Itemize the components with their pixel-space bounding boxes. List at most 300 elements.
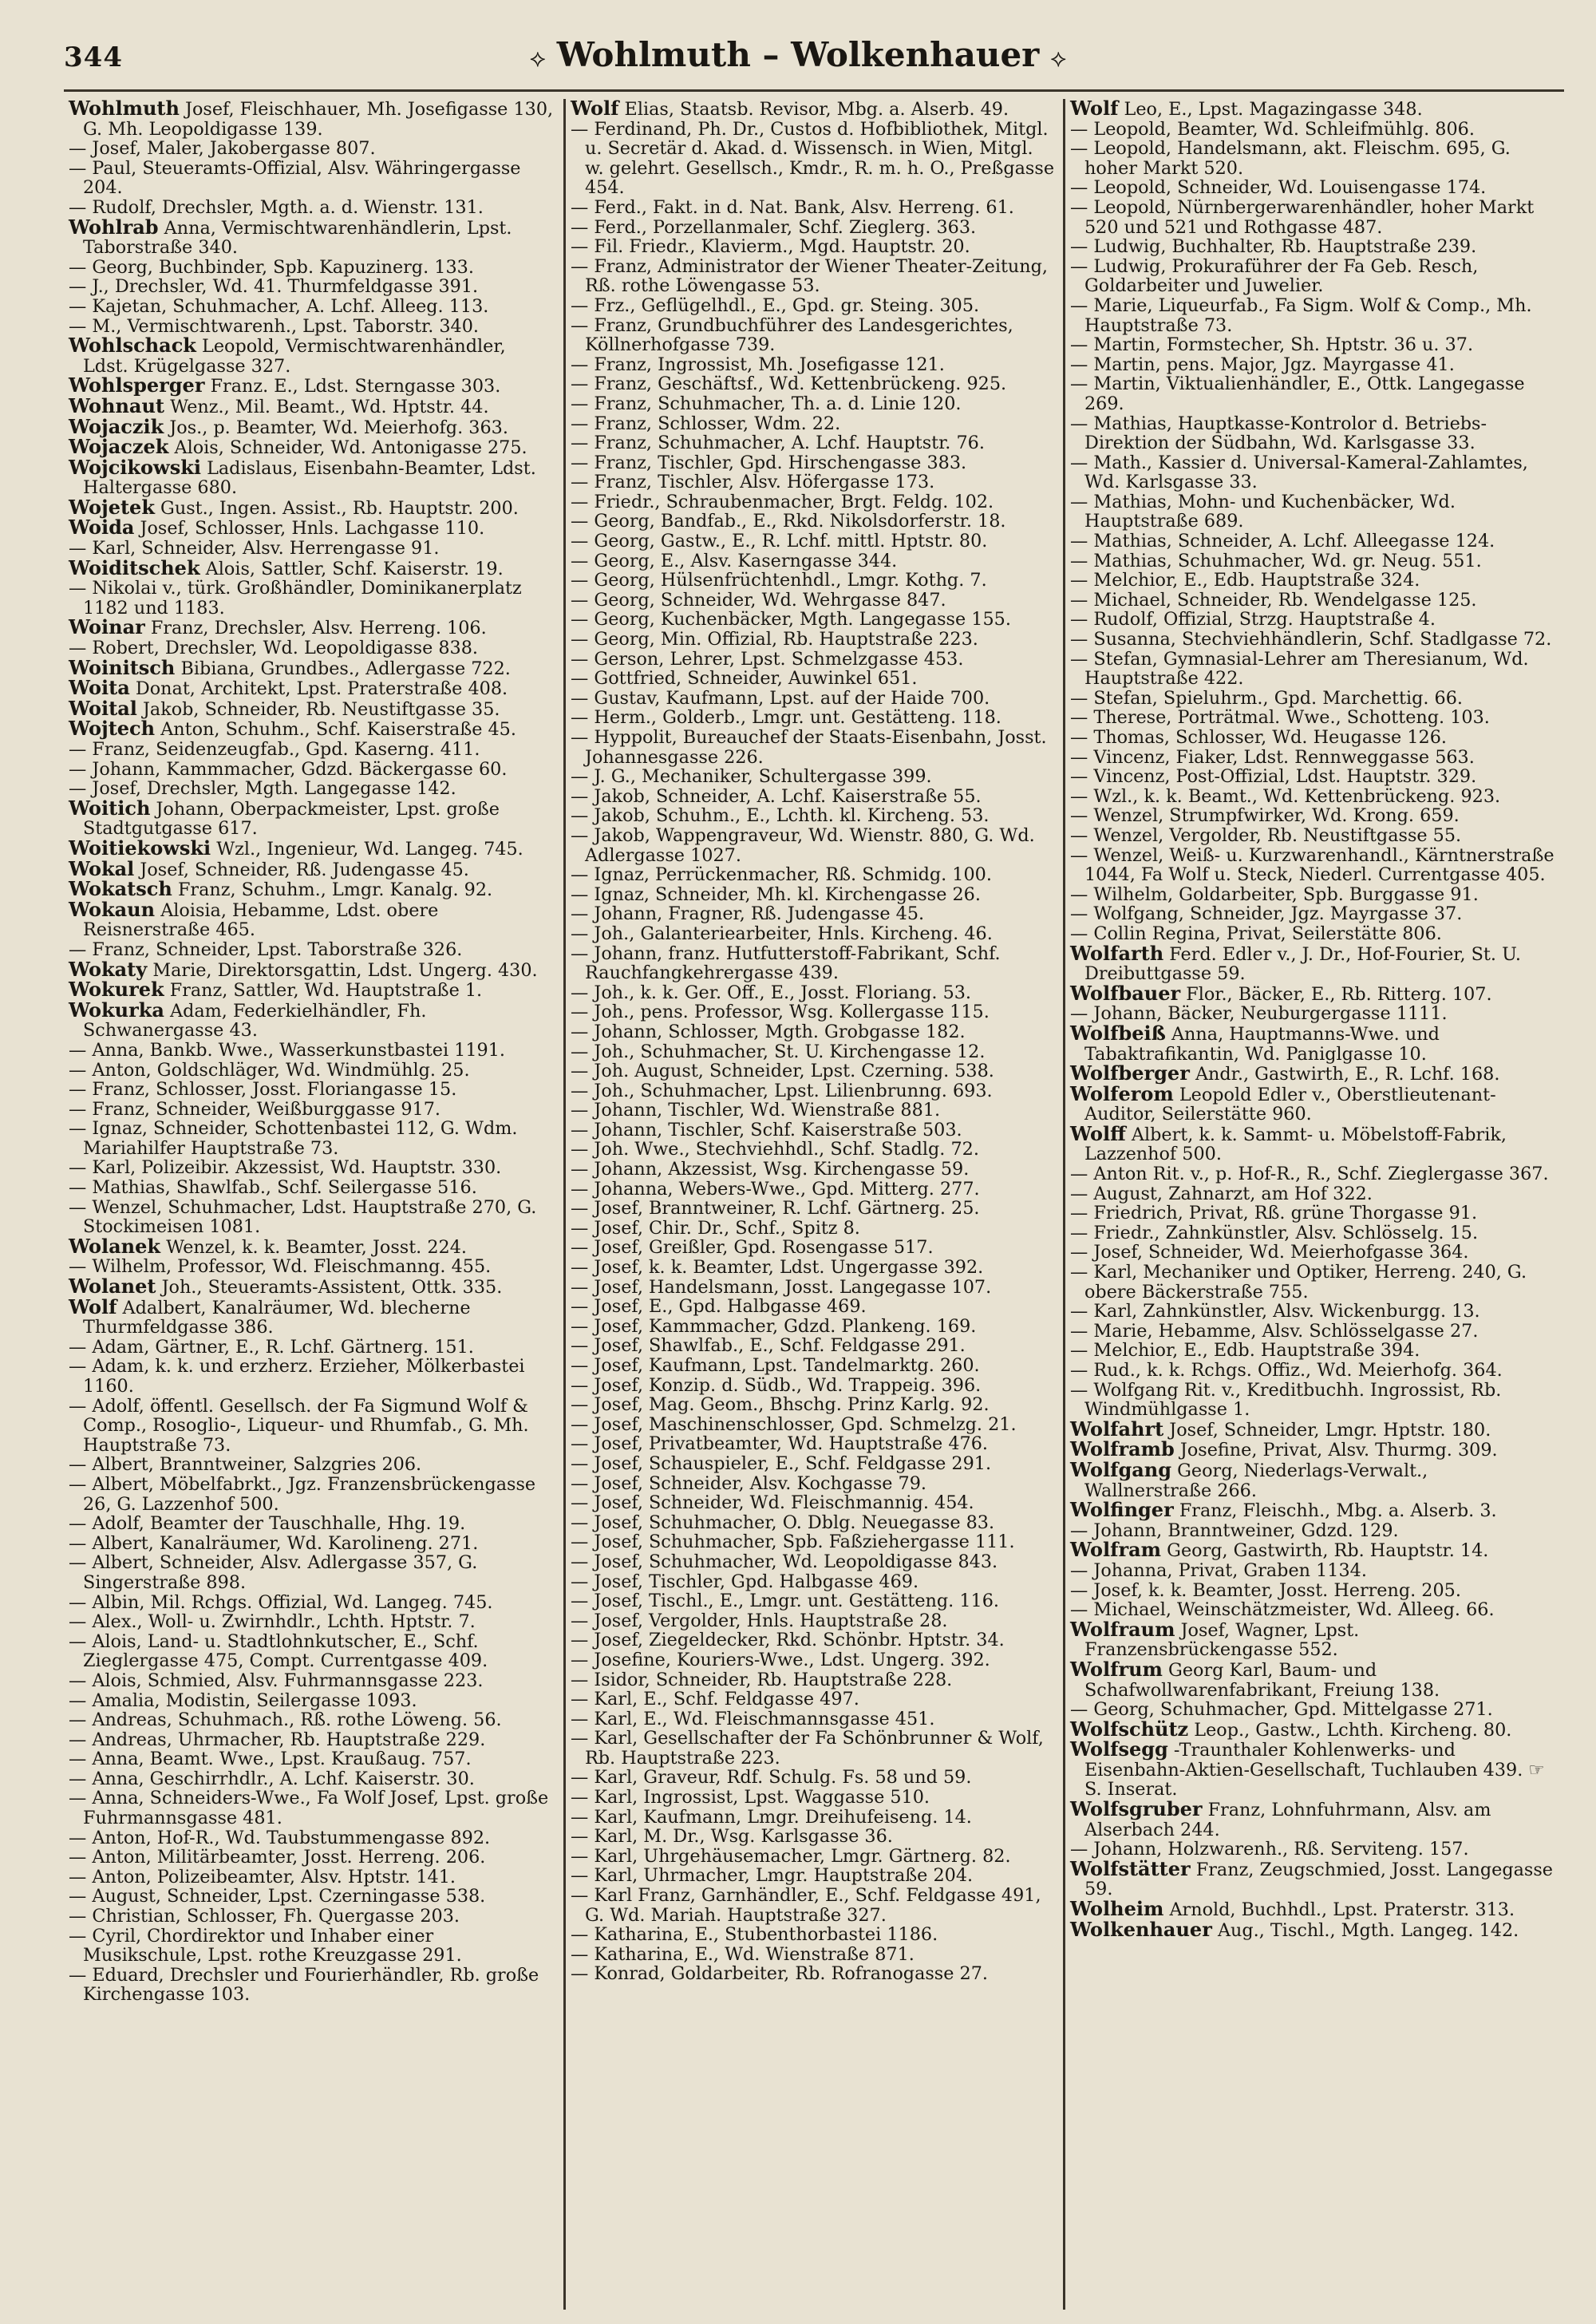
directory-entry (571, 1709, 1055, 1729)
entry-details: Gerson, Lehrer, Lpst. Schmelzgasse 453. (594, 648, 964, 670)
entry-details: Collin Regina, Privat, Seilerstätte 806. (1093, 923, 1442, 944)
entry-details: Leopold, Schneider, Wd. Louisengasse 174. (1093, 177, 1487, 199)
entry-surname: Wolframb (1070, 1437, 1175, 1461)
directory-entry (571, 571, 1055, 591)
entry-details: Josef, Maschinenschlosser, Gpd. Schmelzg. 21. (594, 1413, 1017, 1435)
entry-details: Martin, Formstecher, Sh. Hptstr. 36 u. 37. (1093, 334, 1474, 356)
entry-surname: Wohlmuth (69, 99, 180, 120)
entry-details: Wenzel, Strumpfwirker, Wd. Krong. 659. (1093, 805, 1460, 827)
directory-entry (1070, 1457, 1555, 1501)
directory-entry (69, 1234, 555, 1258)
entry-surname: Wojetek (69, 495, 155, 519)
directory-entry (1070, 1581, 1555, 1601)
entry-details: Josef, Maler, Jakobergasse 807. (92, 138, 376, 160)
entry-details: Herm., Golderb., Lmgr. unt. Gestätteng. 118. (594, 707, 1001, 729)
directory-entry (69, 836, 555, 860)
directory-entry (69, 99, 555, 139)
directory-entry (571, 1140, 1055, 1160)
directory-entry (69, 1632, 555, 1671)
entry-surname: Wohnaut (69, 393, 164, 417)
directory-entry (571, 1042, 1055, 1062)
directory-entry (1070, 1322, 1555, 1342)
directory-entry (69, 159, 555, 198)
entry-details: Mathias, Schneider, A. Lchf. Alleegasse 124. (1093, 531, 1495, 552)
entry-details: Georg, Bandfab., E., Rkd. Nikolsdorferstr. 18. (594, 511, 1006, 532)
entry-details: Wilhelm, Goldarbeiter, Spb. Burggasse 91. (1093, 883, 1479, 905)
directory-entry (571, 591, 1055, 611)
entry-details: Johann, Schlosser, Mgth. Grobgasse 182. (594, 1021, 966, 1042)
entry-details: Leopold, Nürnbergerwarenhändler, hoher Markt 520 und 521 und Rothgasse 487. (1084, 196, 1535, 238)
entry-details: Franz, Schlosser, Wdm. 22. (594, 413, 841, 434)
directory-entry (571, 1768, 1055, 1788)
directory-entry (571, 120, 1055, 198)
entry-surname: Wokurka (69, 998, 164, 1022)
directory-entry (571, 1886, 1055, 1925)
directory-entry (571, 983, 1055, 1003)
entry-details: Anna, Hauptmanns-Wwe. und Tabaktrafikantin, Wd. Paniglgasse 10. (1084, 1023, 1440, 1065)
entry-details: Josef, Mag. Geom., Bhschg. Prinz Karlg. 92. (594, 1394, 990, 1416)
entry-surname: Wolf (69, 1294, 117, 1318)
entry-surname: Wolff (1070, 1121, 1126, 1145)
directory-entry (571, 355, 1055, 375)
entry-details: Josef, Schneider, Wd. Meierhofgasse 364. (1093, 1242, 1469, 1263)
entry-details: Arnold, Buchhdl., Lpst. Praterstr. 313. (1169, 1899, 1515, 1921)
entry-details: Anton, Hof-R., Wd. Taubstummengasse 892. (92, 1827, 491, 1848)
left-ornament-icon: ⟡ (529, 45, 546, 73)
directory-entry (571, 1591, 1055, 1611)
entry-details: Gust., Ingen. Assist., Rb. Hauptstr. 200. (160, 497, 519, 519)
entry-details: Christian, Schlosser, Fh. Quergasse 203. (92, 1906, 460, 1927)
entry-details: Josefine, Privat, Alsv. Thurmg. 309. (1179, 1440, 1498, 1461)
entry-details: Joh., pens. Professor, Wsg. Kollergasse 115. (594, 1002, 990, 1023)
directory-entry (571, 218, 1055, 238)
entry-details: Katharina, E., Stubenthorbastei 1186. (594, 1924, 938, 1946)
directory-entry (571, 1278, 1055, 1298)
directory-entry (69, 495, 555, 519)
directory-entry (571, 1376, 1055, 1396)
directory-entry (1070, 453, 1555, 492)
directory-entry (69, 1612, 555, 1632)
entry-details: Andreas, Schuhmach., Rß. rothe Löweng. 56. (92, 1709, 502, 1731)
entry-details: Eduard, Drechsler und Fourierhändler, Rb. große Kirchengasse 103. (83, 1964, 539, 2006)
directory-entry (69, 518, 555, 539)
entry-details: Franz, Tischler, Alsv. Höfergasse 173. (594, 472, 935, 493)
entry-details: Martin, Viktualienhändler, E., Ottk. Langegasse 269. (1084, 374, 1525, 414)
directory-entry (571, 1964, 1055, 1984)
directory-entry (1070, 1021, 1555, 1065)
entry-details: Josef, Handelsmann, Josst. Langegasse 107. (594, 1276, 992, 1298)
directory-entry (1070, 1617, 1555, 1661)
directory-entry (1070, 335, 1555, 355)
directory-entry (69, 1966, 555, 2005)
directory-entry (1070, 532, 1555, 551)
running-title (0, 35, 1596, 74)
entry-surname: Wolfbeiß (1070, 1021, 1166, 1045)
entry-details: Karl, Zahnkünstler, Alsv. Wickenburgg. 13. (1093, 1301, 1480, 1322)
entry-surname: Woitich (69, 796, 151, 820)
directory-entry (1070, 1223, 1555, 1243)
directory-entry (1070, 414, 1555, 453)
directory-entry (69, 1534, 555, 1554)
entry-details: Martin, pens. Major, Jgz. Mayrgasse 41. (1093, 354, 1455, 375)
directory-entry (69, 1158, 555, 1178)
entry-details: August, Zahnarzt, am Hof 322. (1093, 1183, 1373, 1204)
entry-details: Karl, Ingrossist, Lpst. Waggasse 510. (594, 1787, 930, 1808)
entry-surname: Wolheim (1070, 1897, 1164, 1921)
entry-details: Ignaz, Schneider, Mh. kl. Kirchengasse 26. (594, 883, 981, 905)
directory-entry (69, 1553, 555, 1592)
entry-surname: Wolanet (69, 1275, 156, 1298)
entry-details: Gustav, Kaufmann, Lpst. auf der Haide 700. (594, 687, 990, 709)
entry-details: Ferdinand, Ph. Dr., Custos d. Hofbibliothek, Mitgl. u. Secretär d. Akad. d. Wissensch. in Wien, Mitgl. w. gelehrt. Gesellsch., Kmdr., R. m. h. O., Preßgasse 454. (585, 118, 1055, 199)
directory-entry (571, 669, 1055, 689)
directory-entry (1070, 99, 1555, 120)
entry-surname: Wolfarth (1070, 941, 1164, 965)
entry-details: Georg, E., Alsv. Kaserngasse 344. (594, 550, 898, 571)
directory-entry (69, 579, 555, 618)
entry-details: Joh., Galanteriearbeiter, Hnls. Kircheng. 46. (594, 923, 993, 944)
directory-entry (1070, 1797, 1555, 1840)
directory-entry (571, 610, 1055, 630)
entry-details: Joh., Schuhmacher, Lpst. Lilienbrunng. 693. (594, 1080, 993, 1101)
entry-details: Josef, Schneider, Alsv. Kochgasse 79. (594, 1472, 927, 1494)
directory-entry (69, 655, 555, 679)
entry-details: Franz. E., Ldst. Sterngasse 303. (210, 376, 501, 397)
entry-details: Karl, E., Schf. Feldgasse 497. (594, 1689, 859, 1710)
entry-details: Karl, E., Wd. Fleischmannsgasse 451. (594, 1708, 935, 1729)
entry-details: Karl, Gesellschafter der Fa Schönbrunner & Wolf, Rb. Hauptstraße 223. (585, 1728, 1044, 1769)
directory-entry (69, 796, 555, 840)
directory-entry (1070, 885, 1555, 905)
directory-entry (69, 615, 555, 639)
directory-entry (1070, 806, 1555, 826)
directory-entry (571, 1297, 1055, 1317)
entry-details: Bibiana, Grundbes., Adlergasse 722. (180, 658, 511, 679)
entry-details: Math., Kassier d. Universal-Kameral-Zahlamtes, Wd. Karlsgasse 33. (1084, 452, 1528, 493)
directory-entry (69, 1475, 555, 1514)
directory-entry (571, 433, 1055, 453)
entry-details: Isidor, Schneider, Rb. Hauptstraße 228. (594, 1669, 953, 1690)
entry-details: Ignaz, Perrückenmacher, Rß. Schmidg. 100. (594, 864, 992, 886)
directory-entry (571, 865, 1055, 885)
entry-details: Franz, Geschäftsf., Wd. Kettenbrückeng. 925. (594, 374, 1007, 395)
entry-details: J. G., Mechaniker, Schultergasse 399. (594, 766, 932, 788)
entry-details: Albert, Schneider, Alsv. Adlergasse 357, G. Singerstraße 898. (83, 1552, 478, 1593)
directory-entry (571, 1160, 1055, 1180)
entry-details: Josef, Schauspieler, E., Schf. Feldgasse 291. (594, 1452, 992, 1474)
entry-details: Josef, Schneider, Wd. Fleischmannig. 454. (594, 1492, 974, 1514)
entry-details: Anton, Schuhm., Schf. Kaiserstraße 45. (160, 719, 516, 741)
entry-surname: Wolfinger (1070, 1498, 1174, 1522)
entry-details: Georg, Schneider, Wd. Wehrgasse 847. (594, 589, 946, 611)
directory-entry (1070, 492, 1555, 532)
entry-details: Anna, Geschirrhdlr., A. Lchf. Kaiserstr. 30. (92, 1768, 475, 1789)
entry-surname: Wolfahrt (1070, 1417, 1164, 1441)
directory-entry (69, 1671, 555, 1691)
entry-details: Wzl., k. k. Beamt., Wd. Kettenbrückeng. 923. (1093, 785, 1501, 807)
entry-details: Franz, Fleischh., Mbg. a. Alserb. 3. (1179, 1500, 1497, 1522)
entry-details: Josef, Fleischhauer, Mh. Josefigasse 130, G. Mh. Leopoldigasse 139. (83, 99, 554, 140)
directory-entry (69, 1691, 555, 1711)
entry-details: Frz., Geflügelhdl., E., Gpd. gr. Steing. 305. (594, 294, 980, 316)
entry-details: Johann, Holzwarenh., Rß. Serviteng. 157. (1093, 1839, 1469, 1860)
directory-entry (571, 1552, 1055, 1572)
entry-details: Franz, Schlosser, Josst. Floriangasse 15. (92, 1079, 457, 1101)
directory-entry (69, 258, 555, 278)
entry-details: Josef, Schuhmacher, O. Dblg. Neuegasse 83. (594, 1512, 995, 1533)
entry-details: Josef, Schlosser, Hnls. Lachgasse 110. (140, 518, 485, 540)
entry-details: Albert, Kanalräumer, Wd. Karolineng. 271. (92, 1532, 479, 1554)
entry-details: Adolf, öffentl. Gesellsch. der Fa Sigmund Wolf & Comp., Rosoglio-, Liqueur- und Rhumfab., G. Mh. Hauptstraße 73. (83, 1395, 529, 1456)
entry-details: Adam, k. k. und erzherz. Erzieher, Mölkerbastei 1160. (83, 1356, 525, 1397)
entry-details: Josef, Wagner, Lpst. Franzensbrückengasse 552. (1084, 1619, 1360, 1661)
entry-details: Adam, Federkielhändler, Fh. Schwanergasse 43. (83, 1000, 427, 1041)
directory-entry (1070, 1561, 1555, 1581)
entry-details: Leop., Gastw., Lchth. Kircheng. 80. (1194, 1719, 1512, 1741)
entry-details: Karl, Schneider, Alsv. Herrengasse 91. (92, 538, 440, 559)
header-rule (64, 89, 1564, 92)
entry-details: Joh., Steueramts-Assistent, Ottk. 335. (161, 1277, 503, 1298)
entry-details: Friedr., Zahnkünstler, Alsv. Schlösselg. 15. (1093, 1222, 1479, 1243)
entry-details: Friedr., Schraubenmacher, Brgt. Feldg. 102. (594, 491, 994, 512)
entry-surname: Wolfbauer (1070, 981, 1181, 1005)
directory-entry (69, 1749, 555, 1769)
entry-details: Karl, Kaufmann, Lmgr. Dreihufeiseng. 14. (594, 1806, 972, 1828)
entry-details: Ferd., Fakt. in d. Nat. Bank, Alsv. Herreng. 61. (594, 196, 1014, 218)
directory-entry (571, 1101, 1055, 1120)
entry-surname: Wojaczik (69, 414, 164, 438)
entry-surname: Woital (69, 696, 137, 720)
directory-entry (69, 1397, 555, 1456)
directory-entry (571, 787, 1055, 807)
entry-details: Franz, Grundbuchführer des Landesgerichtes, Köllnerhofgasse 739. (585, 314, 1013, 356)
entry-surname: Wokaun (69, 897, 156, 921)
entry-details: Alois, Sattler, Schf. Kaiserstr. 19. (205, 558, 504, 579)
entry-details: Leopold, Vermischtwarenhändler, Ldst. Krügelgasse 327. (83, 336, 506, 377)
directory-entry (1070, 551, 1555, 571)
entry-details: Friedrich, Privat, Rß. grüne Thorgasse 91. (1093, 1203, 1478, 1224)
directory-entry (571, 1808, 1055, 1828)
entry-details: Mathias, Schuhmacher, Wd. gr. Neug. 551. (1093, 550, 1482, 571)
directory-entry (571, 1395, 1055, 1415)
entry-details: Franz, Schuhmacher, Th. a. d. Linie 120. (594, 393, 962, 414)
directory-entry (69, 336, 555, 376)
entry-surname: Wolkenhauer (1070, 1917, 1212, 1941)
directory-entry (69, 277, 555, 297)
entry-surname: Wolanek (69, 1234, 161, 1258)
directory-entry (571, 1572, 1055, 1592)
directory-entry (1070, 787, 1555, 807)
entry-surname: Wolf (1070, 99, 1119, 120)
entry-details: Joh. Wwe., Stechviehhdl., Schf. Stadlg. 72. (594, 1139, 979, 1160)
entry-details: Josef, Tischler, Gpd. Halbgasse 469. (594, 1571, 919, 1592)
entry-details: Josef, Shawlfab., E., Schf. Feldgasse 291. (594, 1335, 966, 1357)
directory-entry (571, 1729, 1055, 1768)
directory-entry (571, 198, 1055, 218)
directory-entry (1070, 1540, 1555, 1561)
directory-entry (571, 1238, 1055, 1258)
entry-details: Johann, Akzessist, Wsg. Kirchengasse 59. (594, 1159, 970, 1180)
column-left (64, 99, 563, 2310)
directory-entry (1070, 1243, 1555, 1263)
directory-entry (571, 826, 1055, 865)
entry-surname: Wolfsgruber (1070, 1797, 1203, 1821)
directory-entry (571, 1690, 1055, 1709)
entry-details: Elias, Staatsb. Revisor, Mbg. a. Alserb. 49. (624, 99, 1009, 120)
entry-details: Stefan, Spieluhrm., Gpd. Marchettig. 66. (1093, 687, 1464, 709)
entry-details: Franz, Lohnfuhrmann, Alsv. am Alserbach 244. (1084, 1800, 1491, 1840)
entry-details: Jakob, Schuhm., E., Lchth. kl. Kircheng. 53. (594, 805, 990, 827)
directory-entry (571, 1532, 1055, 1552)
entry-surname: Wokaty (69, 957, 148, 981)
directory-entry (571, 767, 1055, 787)
directory-entry (571, 1454, 1055, 1474)
entry-details: Andr., Gastwirth, E., R. Lchf. 168. (1195, 1064, 1500, 1085)
entry-details: Melchior, E., Edb. Hauptstraße 394. (1093, 1340, 1420, 1362)
entry-surname: Wolfschütz (1070, 1717, 1189, 1741)
directory-entry (69, 998, 555, 1041)
directory-entry (1070, 650, 1555, 689)
entry-details: Albert, k. k. Sammt- u. Möbelstoff-Fabrik, Lazzenhof 500. (1084, 1124, 1507, 1165)
entry-details: Alois, Land- u. Stadtlohnkutscher, E., Schf. Zieglergasse 475, Compt. Currentgasse 409. (83, 1630, 488, 1672)
entry-details: Wenzel, Vergolder, Rb. Neustiftgasse 55. (1093, 824, 1462, 846)
entry-surname: Woita (69, 676, 130, 700)
directory-entry (571, 885, 1055, 905)
entry-details: Johanna, Privat, Graben 1134. (1093, 1559, 1367, 1581)
entry-details: Johann, Branntweiner, Gdzd. 129. (1093, 1520, 1399, 1541)
directory-entry (1070, 1081, 1555, 1125)
directory-entry (69, 1455, 555, 1475)
entry-details: Franz, Schuhm., Lmgr. Kanalg. 92. (177, 879, 493, 901)
entry-details: Franz, Schuhmacher, A. Lchf. Hauptstr. 76. (594, 433, 985, 454)
entry-details: Kajetan, Schuhmacher, A. Lchf. Alleeg. 113. (92, 295, 489, 317)
entry-details: Adam, Gärtner, E., R. Lchf. Gärtnerg. 151. (92, 1336, 474, 1358)
entry-surname: Wohlrab (69, 215, 159, 239)
directory-entry (69, 1887, 555, 1907)
directory-entry (571, 728, 1055, 767)
directory-entry (69, 897, 555, 941)
entry-details: Alex., Woll- u. Zwirnhdlr., Lchth. Hptstr. 7. (92, 1611, 476, 1633)
directory-entry (571, 1002, 1055, 1022)
right-ornament-icon: ⟡ (1050, 45, 1067, 73)
entry-details: Johann, Fragner, Rß. Judengasse 45. (594, 903, 925, 925)
directory-entry (571, 1945, 1055, 1965)
entry-details: Franz, Tischler, Gpd. Hirschengasse 383. (594, 452, 967, 473)
directory-entry (571, 1415, 1055, 1435)
entry-surname: Woinar (69, 615, 145, 639)
directory-entry (571, 708, 1055, 728)
entry-surname: Wolfrum (1070, 1657, 1163, 1681)
directory-entry (571, 1474, 1055, 1494)
entry-details: Anna, Schneiders-Wwe., Fa Wolf Josef, Lpst. große Fuhrmannsgasse 481. (83, 1788, 549, 1829)
entry-details: Karl, Mechaniker und Optiker, Herreng. 240, G. obere Bäckerstraße 755. (1084, 1262, 1527, 1302)
entry-surname: Wojcikowski (69, 455, 201, 479)
entry-details: Georg, Gastw., E., R. Lchf. mittl. Hptstr. 80. (594, 531, 988, 552)
directory-entry (1070, 767, 1555, 787)
entry-surname: Wolferom (1070, 1081, 1174, 1105)
directory-entry (571, 1061, 1055, 1081)
entry-details: Karl, Uhrgehäusemacher, Lmgr. Gärtnerg. 82. (594, 1845, 1011, 1867)
entry-details: Franz, Seidenzeugfab., Gpd. Kaserng. 411. (92, 739, 480, 760)
entry-details: Albert, Branntweiner, Salzgries 206. (92, 1454, 422, 1476)
directory-entry (69, 1769, 555, 1789)
directory-entry (571, 1650, 1055, 1670)
directory-entry (571, 1199, 1055, 1219)
entry-details: Jos., p. Beamter, Wd. Meierhofg. 363. (169, 417, 508, 438)
directory-entry (69, 1338, 555, 1358)
entry-details: Josef, Greißler, Gpd. Rosengasse 517. (594, 1237, 934, 1259)
entry-details: Flor., Bäcker, E., Rb. Ritterg. 107. (1186, 983, 1492, 1005)
entry-details: Susanna, Stechviehhändlerin, Schf. Stadlgasse 72. (1093, 629, 1552, 650)
directory-entry (571, 472, 1055, 492)
entry-details: Franz, Schneider, Lpst. Taborstraße 326. (92, 939, 463, 960)
entry-details: Marie, Hebamme, Alsv. Schlösselgasse 27. (1093, 1320, 1479, 1342)
directory-entry (1070, 178, 1555, 198)
entry-details: Katharina, E., Wd. Wienstraße 871. (594, 1943, 915, 1965)
directory-entry (571, 492, 1055, 512)
entry-surname: Woida (69, 516, 135, 540)
entry-details: Rudolf, Offizial, Strzg. Hauptstraße 4. (1093, 609, 1436, 630)
directory-entry (69, 1593, 555, 1613)
directory-entry (571, 237, 1055, 257)
page-number: 344 (64, 42, 123, 73)
entry-details: Ferd. Edler v., J. Dr., Hof-Fourier, St. U. Dreibuttgasse 59. (1084, 943, 1521, 985)
entry-surname: Wojtech (69, 717, 156, 741)
entry-details: Joh., Schuhmacher, St. U. Kirchengasse 12. (594, 1041, 986, 1062)
entry-details: Karl, Uhrmacher, Lmgr. Hauptstraße 204. (594, 1865, 974, 1887)
entry-details: Johann, Tischler, Wd. Wienstraße 881. (594, 1100, 941, 1121)
entry-surname: Wolfberger (1070, 1061, 1190, 1085)
directory-entry (1070, 1361, 1555, 1381)
directory-entry (1070, 1341, 1555, 1361)
directory-entry (571, 374, 1055, 394)
entry-details: Joh. August, Schneider, Lpst. Czerning. 538. (594, 1061, 994, 1082)
entry-details: Konrad, Goldarbeiter, Rb. Rofranogasse 27. (594, 1963, 988, 1985)
directory-entry (571, 1493, 1055, 1513)
entry-details: Albin, Mil. Rchgs. Offizial, Wd. Langeg. 745. (92, 1591, 493, 1613)
directory-entry (571, 296, 1055, 316)
entry-surname: Woiditschek (69, 555, 200, 579)
entry-details: Johann, Oberpackmeister, Lpst. große Stadtgutgasse 617. (83, 798, 500, 840)
entry-surname: Wolfsegg (1070, 1737, 1168, 1761)
directory-entry (69, 1119, 555, 1158)
directory-entry (571, 99, 1055, 120)
entry-surname: Wolfstätter (1070, 1856, 1191, 1880)
entry-details: Nikolai v., türk. Großhändler, Dominikanerplatz 1182 und 1183. (83, 578, 522, 619)
entry-details: Ladislaus, Eisenbahn-Beamter, Ldst. Haltergasse 680. (83, 457, 536, 499)
directory-entry (571, 630, 1055, 650)
directory-entry (571, 944, 1055, 983)
entry-details: Franz, Ingrossist, Mh. Josefigasse 121. (594, 354, 945, 375)
directory-entry (571, 1434, 1055, 1454)
directory-entry (1070, 846, 1555, 885)
entry-details: Leopold Edler v., Oberstlieutenant-Auditor, Seilerstätte 960. (1084, 1084, 1496, 1125)
directory-entry (1070, 748, 1555, 768)
entry-details: Alois, Schmied, Alsv. Fuhrmannsgasse 223. (92, 1670, 484, 1691)
directory-entry (69, 1848, 555, 1868)
entry-details: Anna, Bankb. Wwe., Wasserkunstbastei 1191. (92, 1039, 505, 1061)
directory-entry (1070, 1121, 1555, 1165)
entry-surname: Wohlschack (69, 334, 196, 358)
entry-details: Josefine, Kouriers-Wwe., Ldst. Ungerg. 392. (594, 1649, 990, 1670)
directory-entry (69, 740, 555, 760)
directory-entry (69, 1198, 555, 1237)
directory-entry (571, 1630, 1055, 1650)
entry-details: Anton, Goldschläger, Wd. Windmühlg. 25. (92, 1059, 470, 1081)
entry-details: Paul, Steueramts-Offizial, Alsv. Währingergasse 204. (83, 157, 521, 199)
entry-details: Anton, Militärbeamter, Josst. Herreng. 206. (92, 1847, 486, 1868)
directory-entry (1070, 571, 1555, 591)
